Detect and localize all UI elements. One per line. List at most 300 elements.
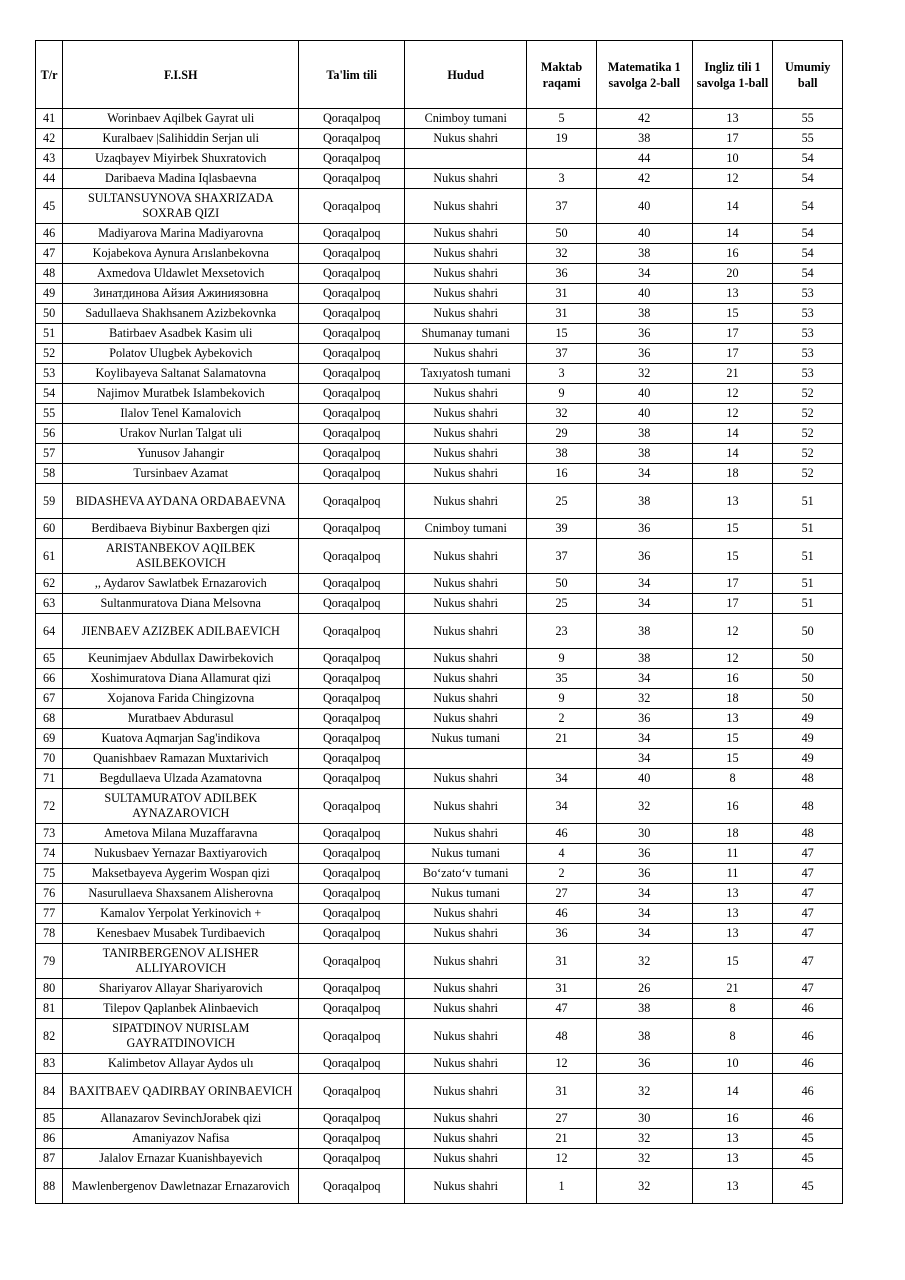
cell-math: 38 [596, 304, 692, 324]
cell-language: Qoraqalpoq [299, 924, 405, 944]
cell-school: 21 [527, 729, 597, 749]
cell-region: Nukus shahri [405, 384, 527, 404]
table-row [36, 224, 843, 244]
cell-name: JIENBAEV AZIZBEK ADILBAEVICH [63, 614, 299, 649]
cell-total: 50 [773, 669, 843, 689]
cell-language: Qoraqalpoq [299, 109, 405, 129]
cell-language: Qoraqalpoq [299, 789, 405, 824]
table-row [36, 264, 843, 284]
cell-index: 88 [36, 1169, 63, 1204]
cell-math: 34 [596, 264, 692, 284]
cell-region [405, 149, 527, 169]
cell-english: 13 [692, 904, 773, 924]
cell-region: Nukus shahri [405, 979, 527, 999]
cell-language: Qoraqalpoq [299, 709, 405, 729]
cell-total: 46 [773, 999, 843, 1019]
cell-index: 70 [36, 749, 63, 769]
cell-index: 85 [36, 1109, 63, 1129]
cell-index: 75 [36, 864, 63, 884]
cell-region: Nukus shahri [405, 464, 527, 484]
cell-school: 35 [527, 669, 597, 689]
cell-name: Nukusbaev Yernazar Baxtiyarovich [63, 844, 299, 864]
cell-school: 3 [527, 364, 597, 384]
cell-school: 29 [527, 424, 597, 444]
table-row [36, 404, 843, 424]
header-language: Ta'lim tili [299, 41, 405, 109]
cell-language: Qoraqalpoq [299, 149, 405, 169]
table-body [36, 109, 843, 1204]
cell-school: 25 [527, 594, 597, 614]
cell-total: 47 [773, 864, 843, 884]
cell-math: 40 [596, 284, 692, 304]
cell-math: 34 [596, 729, 692, 749]
cell-region: Nukus shahri [405, 999, 527, 1019]
cell-region: Nukus shahri [405, 304, 527, 324]
cell-total: 54 [773, 244, 843, 264]
cell-language: Qoraqalpoq [299, 304, 405, 324]
cell-english: 21 [692, 979, 773, 999]
cell-total: 51 [773, 574, 843, 594]
cell-school: 34 [527, 789, 597, 824]
cell-english: 15 [692, 539, 773, 574]
header-name: F.I.SH [63, 41, 299, 109]
table-row [36, 669, 843, 689]
cell-language: Qoraqalpoq [299, 224, 405, 244]
cell-math: 34 [596, 594, 692, 614]
table-row [36, 1149, 843, 1169]
cell-total: 54 [773, 264, 843, 284]
cell-math: 34 [596, 904, 692, 924]
cell-language: Qoraqalpoq [299, 244, 405, 264]
cell-school: 9 [527, 649, 597, 669]
cell-school: 46 [527, 904, 597, 924]
cell-total: 52 [773, 404, 843, 424]
cell-index: 63 [36, 594, 63, 614]
header-index: T/r [36, 41, 63, 109]
cell-region: Nukus shahri [405, 264, 527, 284]
cell-region: Nukus shahri [405, 484, 527, 519]
cell-region: Nukus shahri [405, 574, 527, 594]
cell-math: 34 [596, 749, 692, 769]
cell-english: 18 [692, 824, 773, 844]
table-row [36, 129, 843, 149]
cell-region: Nukus shahri [405, 1019, 527, 1054]
cell-language: Qoraqalpoq [299, 594, 405, 614]
cell-total: 52 [773, 444, 843, 464]
cell-english: 12 [692, 614, 773, 649]
cell-english: 15 [692, 519, 773, 539]
cell-language: Qoraqalpoq [299, 884, 405, 904]
cell-language: Qoraqalpoq [299, 484, 405, 519]
cell-english: 14 [692, 189, 773, 224]
cell-index: 49 [36, 284, 63, 304]
cell-index: 53 [36, 364, 63, 384]
cell-school: 31 [527, 1074, 597, 1109]
cell-math: 40 [596, 384, 692, 404]
cell-name: Allanazarov SevinchJorabek qizi [63, 1109, 299, 1129]
cell-school: 16 [527, 464, 597, 484]
cell-school [527, 749, 597, 769]
cell-index: 46 [36, 224, 63, 244]
cell-english: 12 [692, 384, 773, 404]
cell-english: 17 [692, 129, 773, 149]
table-row [36, 364, 843, 384]
cell-english: 8 [692, 1019, 773, 1054]
cell-school: 37 [527, 189, 597, 224]
cell-total: 50 [773, 614, 843, 649]
cell-school: 19 [527, 129, 597, 149]
cell-language: Qoraqalpoq [299, 769, 405, 789]
cell-name: Kuralbaev |Salihiddin Serjan uli [63, 129, 299, 149]
table-row [36, 614, 843, 649]
cell-school: 5 [527, 109, 597, 129]
table-row [36, 284, 843, 304]
cell-name: Madiyarova Marina Madiyarovna [63, 224, 299, 244]
cell-language: Qoraqalpoq [299, 749, 405, 769]
cell-math: 40 [596, 769, 692, 789]
cell-region: Bo‘zato‘v tumani [405, 864, 527, 884]
cell-school: 12 [527, 1149, 597, 1169]
cell-school [527, 149, 597, 169]
cell-english: 13 [692, 284, 773, 304]
cell-math: 36 [596, 709, 692, 729]
cell-english: 15 [692, 729, 773, 749]
cell-index: 44 [36, 169, 63, 189]
cell-school: 50 [527, 574, 597, 594]
cell-index: 84 [36, 1074, 63, 1109]
cell-english: 16 [692, 669, 773, 689]
cell-region: Nukus shahri [405, 1169, 527, 1204]
cell-language: Qoraqalpoq [299, 1074, 405, 1109]
cell-english: 21 [692, 364, 773, 384]
table-row [36, 519, 843, 539]
cell-language: Qoraqalpoq [299, 944, 405, 979]
cell-school: 4 [527, 844, 597, 864]
cell-language: Qoraqalpoq [299, 444, 405, 464]
cell-english: 16 [692, 1109, 773, 1129]
cell-language: Qoraqalpoq [299, 999, 405, 1019]
cell-region: Nukus shahri [405, 1109, 527, 1129]
table-row [36, 1074, 843, 1109]
cell-total: 47 [773, 979, 843, 999]
cell-total: 52 [773, 424, 843, 444]
cell-total: 45 [773, 1149, 843, 1169]
cell-language: Qoraqalpoq [299, 384, 405, 404]
cell-index: 74 [36, 844, 63, 864]
cell-english: 13 [692, 484, 773, 519]
cell-name: BAXITBAEV QADIRBAY ORINBAEVICH [63, 1074, 299, 1109]
table-row [36, 904, 843, 924]
cell-index: 59 [36, 484, 63, 519]
cell-math: 38 [596, 424, 692, 444]
cell-language: Qoraqalpoq [299, 844, 405, 864]
cell-total: 49 [773, 749, 843, 769]
cell-total: 54 [773, 189, 843, 224]
cell-english: 14 [692, 424, 773, 444]
cell-total: 52 [773, 384, 843, 404]
cell-school: 31 [527, 284, 597, 304]
cell-total: 48 [773, 824, 843, 844]
cell-school: 48 [527, 1019, 597, 1054]
cell-name: Nasurullaeva Shaxsanem Alisherovna [63, 884, 299, 904]
table-row [36, 424, 843, 444]
cell-name: Kojabekova Aynura Arıslanbekovna [63, 244, 299, 264]
cell-math: 42 [596, 109, 692, 129]
cell-region: Nukus tumani [405, 884, 527, 904]
cell-school: 2 [527, 709, 597, 729]
table-row [36, 444, 843, 464]
cell-school: 32 [527, 244, 597, 264]
cell-index: 43 [36, 149, 63, 169]
cell-english: 15 [692, 304, 773, 324]
table-row [36, 769, 843, 789]
cell-region: Nukus shahri [405, 824, 527, 844]
cell-index: 73 [36, 824, 63, 844]
cell-school: 46 [527, 824, 597, 844]
cell-name: Yunusov Jahangir [63, 444, 299, 464]
cell-index: 48 [36, 264, 63, 284]
cell-school: 25 [527, 484, 597, 519]
header-total: Umumiy ball [773, 41, 843, 109]
cell-name: ,, Aydarov Sawlatbek Ernazarovich [63, 574, 299, 594]
cell-language: Qoraqalpoq [299, 264, 405, 284]
cell-language: Qoraqalpoq [299, 689, 405, 709]
cell-total: 47 [773, 944, 843, 979]
cell-english: 18 [692, 464, 773, 484]
table-row [36, 324, 843, 344]
cell-english: 11 [692, 844, 773, 864]
table-row [36, 884, 843, 904]
cell-name: ARISTANBEKOV AQILBEK ASILBEKOVICH [63, 539, 299, 574]
cell-school: 39 [527, 519, 597, 539]
cell-school: 21 [527, 1129, 597, 1149]
cell-name: Keunimjaev Abdullax Dawirbekovich [63, 649, 299, 669]
cell-name: Batirbaev Asadbek Kasim uli [63, 324, 299, 344]
cell-language: Qoraqalpoq [299, 1129, 405, 1149]
cell-english: 17 [692, 344, 773, 364]
table-row [36, 844, 843, 864]
cell-math: 36 [596, 844, 692, 864]
cell-index: 51 [36, 324, 63, 344]
cell-english: 16 [692, 789, 773, 824]
cell-region: Nukus shahri [405, 594, 527, 614]
cell-region: Nukus shahri [405, 649, 527, 669]
cell-index: 47 [36, 244, 63, 264]
cell-total: 51 [773, 484, 843, 519]
cell-name: Зинатдинова Айзия Ажиниязовна [63, 284, 299, 304]
cell-region: Nukus shahri [405, 689, 527, 709]
cell-region: Nukus shahri [405, 944, 527, 979]
cell-english: 11 [692, 864, 773, 884]
cell-region: Nukus shahri [405, 904, 527, 924]
cell-total: 49 [773, 709, 843, 729]
cell-total: 45 [773, 1129, 843, 1149]
table-row [36, 304, 843, 324]
cell-school: 27 [527, 884, 597, 904]
cell-school: 12 [527, 1054, 597, 1074]
cell-math: 32 [596, 1074, 692, 1109]
cell-total: 50 [773, 649, 843, 669]
cell-name: Kenesbaev Musabek Turdibaevich [63, 924, 299, 944]
cell-total: 51 [773, 594, 843, 614]
cell-school: 34 [527, 769, 597, 789]
cell-name: Mawlenbergenov Dawletnazar Ernazarovich [63, 1169, 299, 1204]
cell-name: SULTANSUYNOVA SHAXRIZADA SOXRAB QIZI [63, 189, 299, 224]
cell-english: 13 [692, 884, 773, 904]
cell-english: 12 [692, 404, 773, 424]
cell-english: 13 [692, 709, 773, 729]
cell-total: 47 [773, 844, 843, 864]
cell-school: 9 [527, 689, 597, 709]
cell-region: Nukus shahri [405, 769, 527, 789]
table-row [36, 749, 843, 769]
cell-math: 40 [596, 189, 692, 224]
cell-name: Worinbaev Aqilbek Gayrat uli [63, 109, 299, 129]
cell-school: 27 [527, 1109, 597, 1129]
cell-language: Qoraqalpoq [299, 979, 405, 999]
cell-name: Tilepov Qaplanbek Alinbaevich [63, 999, 299, 1019]
cell-english: 14 [692, 224, 773, 244]
cell-index: 78 [36, 924, 63, 944]
cell-math: 30 [596, 1109, 692, 1129]
cell-total: 53 [773, 344, 843, 364]
cell-english: 17 [692, 574, 773, 594]
cell-region: Nukus shahri [405, 169, 527, 189]
cell-total: 48 [773, 789, 843, 824]
cell-total: 54 [773, 169, 843, 189]
cell-index: 65 [36, 649, 63, 669]
cell-language: Qoraqalpoq [299, 614, 405, 649]
cell-region: Nukus shahri [405, 189, 527, 224]
cell-index: 60 [36, 519, 63, 539]
cell-language: Qoraqalpoq [299, 1054, 405, 1074]
cell-english: 14 [692, 444, 773, 464]
cell-region: Cnimboy tumani [405, 519, 527, 539]
cell-math: 40 [596, 224, 692, 244]
cell-english: 12 [692, 649, 773, 669]
cell-english: 10 [692, 149, 773, 169]
cell-school: 2 [527, 864, 597, 884]
table-row [36, 1054, 843, 1074]
cell-total: 46 [773, 1109, 843, 1129]
cell-name: BIDASHEVA AYDANA ORDABAEVNA [63, 484, 299, 519]
cell-english: 13 [692, 1169, 773, 1204]
cell-name: Ametova Milana Muzaffaravna [63, 824, 299, 844]
cell-school: 50 [527, 224, 597, 244]
cell-total: 46 [773, 1054, 843, 1074]
header-row [36, 41, 843, 109]
cell-math: 38 [596, 649, 692, 669]
cell-name: TANIRBERGENOV ALISHER ALLIYAROVICH [63, 944, 299, 979]
cell-math: 40 [596, 404, 692, 424]
cell-region: Nukus shahri [405, 424, 527, 444]
table-row [36, 824, 843, 844]
cell-name: Polatov Ulugbek Aybekovich [63, 344, 299, 364]
cell-math: 34 [596, 464, 692, 484]
cell-name: Daribaeva Madina Iqlasbaevna [63, 169, 299, 189]
cell-language: Qoraqalpoq [299, 519, 405, 539]
cell-math: 36 [596, 344, 692, 364]
cell-name: Xojanova Farida Chingizovna [63, 689, 299, 709]
table-row [36, 109, 843, 129]
cell-language: Qoraqalpoq [299, 1019, 405, 1054]
cell-math: 38 [596, 1019, 692, 1054]
cell-language: Qoraqalpoq [299, 574, 405, 594]
cell-name: Shariyarov Allayar Shariyarovich [63, 979, 299, 999]
cell-english: 16 [692, 244, 773, 264]
cell-index: 58 [36, 464, 63, 484]
cell-region: Nukus shahri [405, 1149, 527, 1169]
cell-math: 44 [596, 149, 692, 169]
cell-name: SULTAMURATOV ADILBEK AYNAZAROVICH [63, 789, 299, 824]
cell-region: Nukus shahri [405, 344, 527, 364]
header-math: Matematika 1 savolga 2-ball [596, 41, 692, 109]
cell-english: 17 [692, 324, 773, 344]
cell-math: 34 [596, 924, 692, 944]
cell-language: Qoraqalpoq [299, 1109, 405, 1129]
cell-school: 9 [527, 384, 597, 404]
cell-region: Nukus tumani [405, 729, 527, 749]
cell-index: 56 [36, 424, 63, 444]
cell-name: SIPATDINOV NURISLAM GAYRATDINOVICH [63, 1019, 299, 1054]
table-row [36, 944, 843, 979]
cell-english: 13 [692, 1129, 773, 1149]
cell-school: 31 [527, 304, 597, 324]
cell-index: 72 [36, 789, 63, 824]
header-school: Maktab raqami [527, 41, 597, 109]
cell-english: 8 [692, 769, 773, 789]
table-row [36, 1129, 843, 1149]
cell-total: 47 [773, 884, 843, 904]
cell-language: Qoraqalpoq [299, 189, 405, 224]
cell-region: Nukus shahri [405, 709, 527, 729]
table-row [36, 999, 843, 1019]
cell-math: 38 [596, 244, 692, 264]
cell-index: 77 [36, 904, 63, 924]
table-row [36, 1169, 843, 1204]
table-row [36, 709, 843, 729]
table-row [36, 649, 843, 669]
cell-total: 49 [773, 729, 843, 749]
table-row [36, 574, 843, 594]
cell-total: 51 [773, 519, 843, 539]
cell-math: 26 [596, 979, 692, 999]
cell-language: Qoraqalpoq [299, 169, 405, 189]
cell-index: 50 [36, 304, 63, 324]
cell-school: 36 [527, 924, 597, 944]
cell-english: 8 [692, 999, 773, 1019]
cell-school: 37 [527, 344, 597, 364]
cell-language: Qoraqalpoq [299, 324, 405, 344]
cell-language: Qoraqalpoq [299, 129, 405, 149]
cell-region: Nukus shahri [405, 404, 527, 424]
cell-language: Qoraqalpoq [299, 669, 405, 689]
cell-school: 31 [527, 944, 597, 979]
cell-index: 55 [36, 404, 63, 424]
cell-language: Qoraqalpoq [299, 464, 405, 484]
cell-math: 34 [596, 669, 692, 689]
cell-math: 32 [596, 1169, 692, 1204]
cell-language: Qoraqalpoq [299, 729, 405, 749]
results-table [35, 40, 843, 1204]
cell-region: Nukus shahri [405, 789, 527, 824]
cell-math: 32 [596, 789, 692, 824]
cell-index: 81 [36, 999, 63, 1019]
cell-english: 20 [692, 264, 773, 284]
table-row [36, 594, 843, 614]
cell-math: 36 [596, 864, 692, 884]
cell-total: 54 [773, 149, 843, 169]
